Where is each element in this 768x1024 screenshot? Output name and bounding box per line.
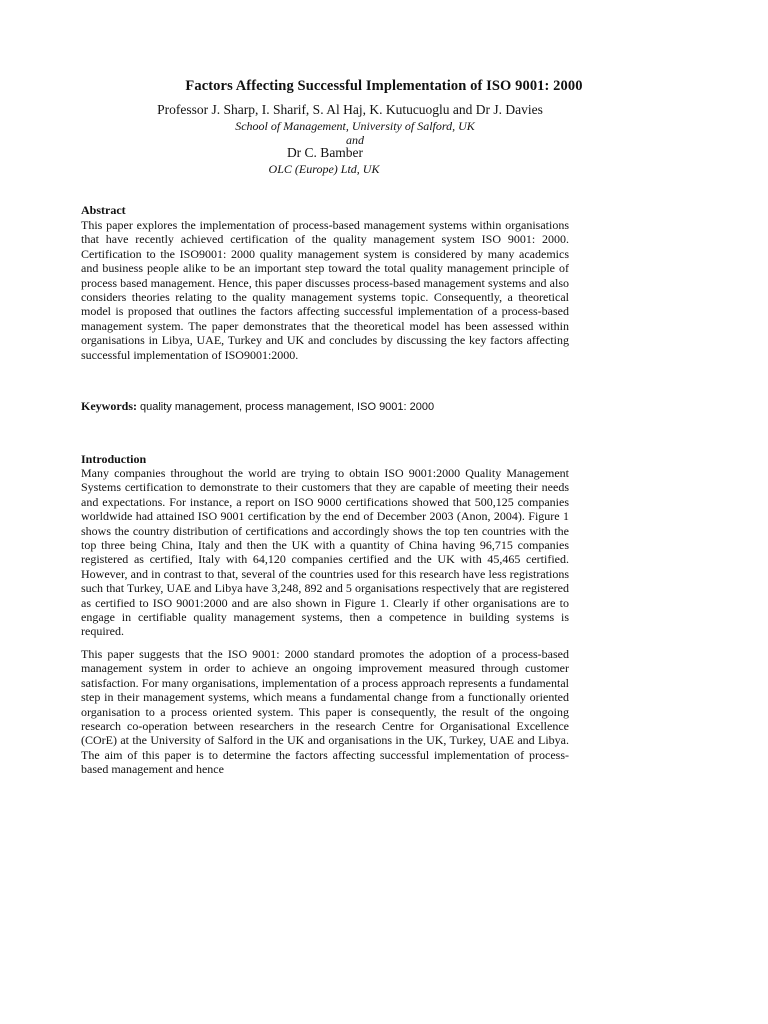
abstract-text: This paper explores the implementation of process-based management systems within organisations that have recently achieved certification of the quality management system ISO 9001: 2000. Certification to the ISO9001: 2000 quality management system is considered by many academics and business people alike to be an important step toward the total quality management principle of process based management. Hence, this paper discusses process-based management systems and also considers theories relating to the quality management systems topic. Consequently, a theoretical model is proposed that outlines the factors affecting successful implementation of a process-based management system. The paper demonstrates that the theoretical model has been assessed within organisations in Libya, UAE, Turkey and UK and concludes by discussing the key factors affecting successful implementation of ISO9001:2000. bbox=[81, 218, 569, 362]
keywords-label: Keywords: bbox=[81, 399, 137, 413]
affiliation-olc: OLC (Europe) Ltd, UK bbox=[268, 162, 380, 176]
introduction-paragraph-2: This paper suggests that the ISO 9001: 2000 standard promotes the adoption of a process-based management system in order to achieve an ongoing improvement measured through customer satisfaction. For many organisations, implementation of a process approach represents a fundamental step in their management systems, which means a fundamental change from a functionally oriented organisation to a process oriented system. This paper is consequently, the result of the ongoing research co-operation between researchers in the research Centre for Organisational Excellence (COrE) at the University of Salford in the UK and organisations in the UK, Turkey, UAE and Libya. The aim of this paper is to determine the factors affecting successful implementation of process-based management and hence bbox=[81, 647, 569, 777]
keywords-line bbox=[81, 399, 434, 414]
author-list: Professor J. Sharp, I. Sharif, S. Al Haj, K. Kutucuoglu and Dr J. Davies bbox=[157, 102, 543, 117]
second-author: Dr C. Bamber bbox=[286, 145, 364, 160]
paper-title: Factors Affecting Successful Implementation of ISO 9001: 2000 bbox=[185, 78, 583, 94]
introduction-heading: Introduction bbox=[81, 452, 147, 466]
abstract-heading: Abstract bbox=[81, 203, 126, 217]
and-separator: and bbox=[346, 133, 364, 147]
affiliation-salford: School of Management, University of Salford, UK bbox=[235, 119, 475, 133]
keywords-list: quality management, process management, ISO 9001: 2000 bbox=[140, 401, 435, 413]
introduction-paragraph-1: Many companies throughout the world are trying to obtain ISO 9001:2000 Quality Management Systems certification to demonstrate to their customers that they are capable of meeting their needs and expectations. For instance, a report on ISO 9000 certifications showed that 500,125 companies worldwide had attained ISO 9001 certification by the end of December 2003 (Anon, 2004). Figure 1 shows the country distribution of certifications and accordingly shows the top ten countries with the top three being China, Italy and then the UK with a quantity of China having 96,715 companies registered as certified, Italy with 64,120 companies certified and the UK with 45,465 certified. However, and in contrast to that, several of the countries used for this research have less registrations such that Turkey, UAE and Libya have 3,248, 892 and 5 organisations respectively that are registered as certified to ISO 9001:2000 and are also shown in Figure 1. Clearly if other organisations are to engage in certifiable quality management systems, then a competence in building systems is required. bbox=[81, 466, 569, 639]
